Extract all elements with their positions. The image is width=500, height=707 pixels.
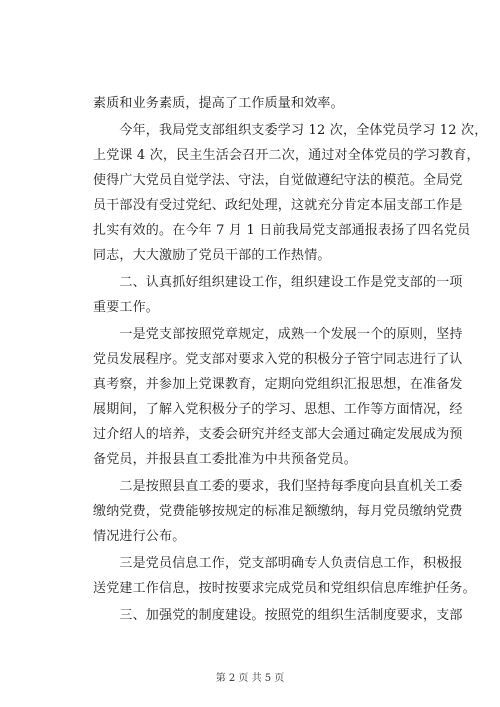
text-line: 展期间，了解入党积极分子的学习、思想、工作等方面情况，经 bbox=[93, 402, 463, 417]
text-line: 二、认真抓好组织建设工作，组织建设工作是党支部的一项 bbox=[93, 275, 463, 290]
text-line: 备党员，并报县直工委批准为中共预备党员。 bbox=[93, 452, 358, 467]
text-line: 重要工作。 bbox=[93, 300, 160, 315]
text-line: 一是党支部按照党章规定，成熟一个发展一个的原则，坚持 bbox=[93, 327, 463, 342]
text-line: 过介绍人的培养，支委会研究并经支部大会通过确定发展成为预 bbox=[93, 427, 463, 442]
body-text bbox=[93, 91, 488, 628]
text-line: 员干部没有受过党纪、政纪处理，这就充分肯定本届支部工作是 bbox=[93, 198, 463, 213]
text-line: 送党建工作信息，按时按要求完成党员和党组织信息库维护任务。 bbox=[93, 581, 476, 596]
text-line: 上党课 4 次，民主生活会召开二次，通过对全体党员的学习教育， bbox=[93, 148, 480, 163]
text-line: 党员发展程序。党支部对要求入党的积极分子管宁同志进行了认 bbox=[93, 352, 463, 367]
text-line: 同志，大大激励了党员干部的工作热情。 bbox=[93, 248, 331, 263]
text-line: 扎实有效的。在今年 7 月 1 日前我局党支部通报表扬了四名党员 bbox=[93, 223, 471, 238]
text-line: 使得广大党员自觉学法、守法，自觉做遵纪守法的模范。全局党 bbox=[93, 173, 463, 188]
text-line: 缴纳党费，党费能够按规定的标准足额缴纳，每月党员缴纳党费 bbox=[93, 504, 463, 519]
text-line: 今年，我局党支部组织支委学习 12 次，全体党员学习 12 次， bbox=[93, 123, 488, 138]
text-line: 三是党员信息工作，党支部明确专人负责信息工作，积极报 bbox=[93, 556, 463, 571]
page-footer: 第 2 页 共 5 页 bbox=[215, 673, 285, 684]
text-line: 真考察，并参加上党课教育，定期向党组织汇报思想，在准备发 bbox=[93, 377, 463, 392]
text-line: 三、加强党的制度建设。按照党的组织生活制度要求，支部 bbox=[93, 608, 463, 623]
text-line: 素质和业务素质，提高了工作质量和效率。 bbox=[93, 96, 344, 111]
text-line: 情况进行公布。 bbox=[93, 529, 186, 544]
text-line: 二是按照县直工委的要求，我们坚持每季度向县直机关工委 bbox=[93, 479, 463, 494]
